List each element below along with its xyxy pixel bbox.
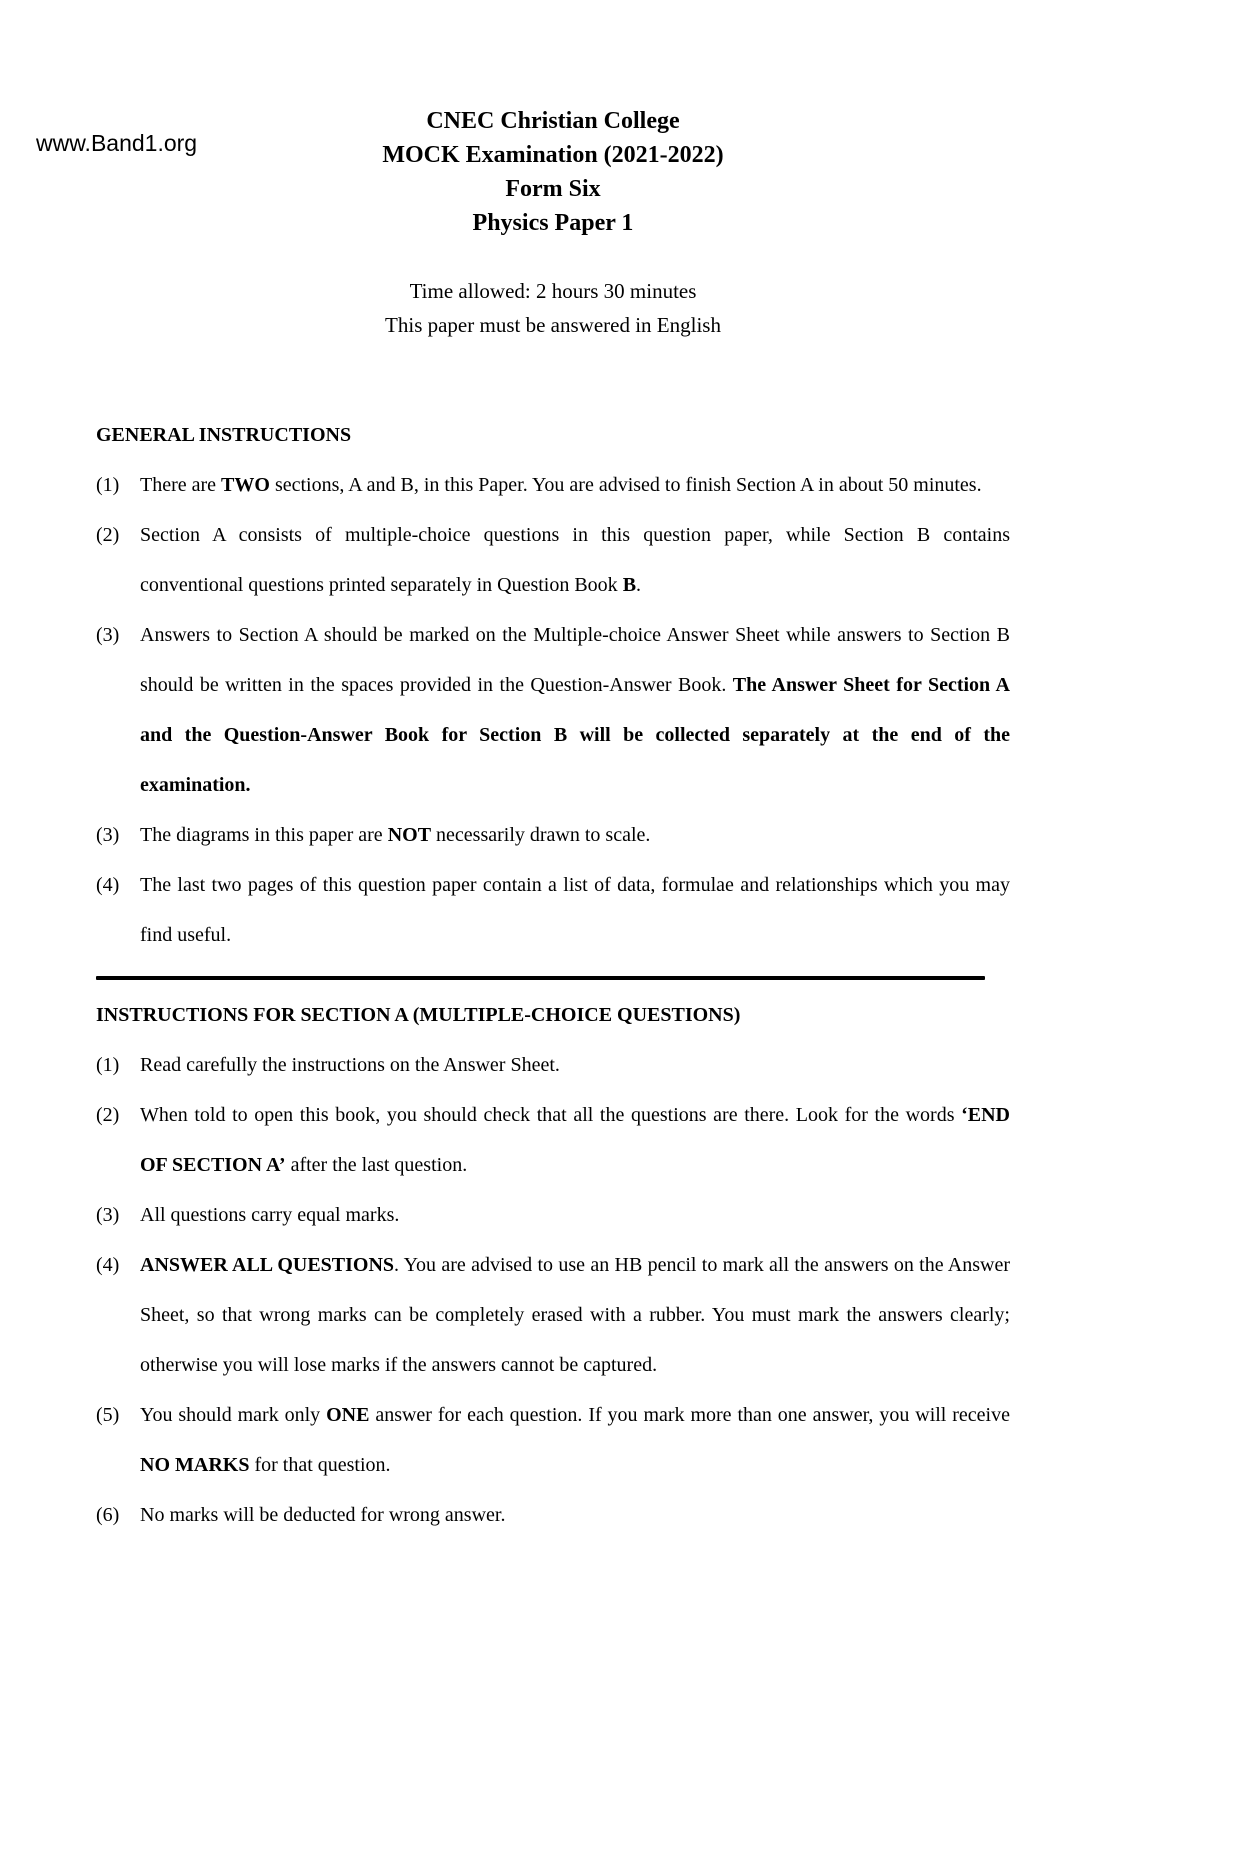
- subtitle-language: This paper must be answered in English: [385, 313, 721, 337]
- instruction-number: (1): [96, 1054, 120, 1076]
- instruction-text: There are TWO sections, A and B, in this Paper. You are advised to finish Section A in about 50 minutes.: [140, 474, 982, 496]
- instruction-item: [96, 1390, 1010, 1490]
- section-heading: INSTRUCTIONS FOR SECTION A (MULTIPLE-CHOICE QUESTIONS): [96, 1004, 741, 1026]
- section-divider: [96, 976, 985, 980]
- instruction-item: [96, 1240, 1010, 1390]
- instructions-area: [96, 412, 1010, 1540]
- instruction-number: (2): [96, 1104, 120, 1126]
- watermark-url: www.Band1.org: [36, 130, 198, 156]
- instruction-item: [96, 610, 1010, 810]
- exam-cover-page: [0, 104, 1010, 1540]
- instruction-item: [96, 860, 1010, 960]
- instruction-text: No marks will be deducted for wrong answer.: [140, 1504, 506, 1526]
- section-heading: GENERAL INSTRUCTIONS: [96, 424, 352, 446]
- instruction-text: When told to open this book, you should check that all the questions are there. Look for the words ‘END OF SECTION A’ after the last question.: [140, 1104, 1010, 1176]
- instruction-item: [96, 510, 1010, 610]
- instruction-text: The last two pages of this question paper contain a list of data, formulae and relationships which you may find useful.: [140, 874, 1010, 946]
- instruction-number: (5): [96, 1404, 120, 1426]
- instruction-number: (6): [96, 1504, 120, 1526]
- exam-subtitle-block: [96, 274, 1010, 342]
- instruction-text: Section A consists of multiple-choice questions in this question paper, while Section B contains conventional questions printed separately in Question Book B.: [140, 524, 1010, 596]
- instruction-item: [96, 1040, 1010, 1090]
- instruction-text: You should mark only ONE answer for each question. If you mark more than one answer, you will receive NO MARKS for that question.: [140, 1404, 1010, 1476]
- title-line-paper: Physics Paper 1: [472, 210, 634, 236]
- instruction-number: (4): [96, 874, 120, 896]
- exam-title-block: [96, 104, 1010, 240]
- instruction-number: (3): [96, 624, 120, 646]
- instruction-number: (3): [96, 824, 120, 846]
- subtitle-time-allowed: Time allowed: 2 hours 30 minutes: [409, 279, 697, 303]
- title-line-school: CNEC Christian College: [426, 108, 680, 134]
- instruction-text: All questions carry equal marks.: [140, 1204, 400, 1226]
- instruction-text: ANSWER ALL QUESTIONS. You are advised to use an HB pencil to mark all the answers on the Answer Sheet, so that wrong marks can be completely erased with a rubber. You must mark the answers clearly; otherwise you will lose marks if the answers cannot be captured.: [140, 1254, 1010, 1376]
- instruction-text: The diagrams in this paper are NOT necessarily drawn to scale.: [140, 824, 651, 846]
- instruction-number: (2): [96, 524, 120, 546]
- instruction-number: (1): [96, 474, 120, 496]
- instruction-item: [96, 1490, 1010, 1540]
- instruction-text: Read carefully the instructions on the Answer Sheet.: [140, 1054, 560, 1076]
- title-line-form: Form Six: [505, 176, 601, 202]
- instruction-item: [96, 1190, 1010, 1240]
- instruction-item: [96, 460, 1010, 510]
- instruction-number: (3): [96, 1204, 120, 1226]
- instruction-number: (4): [96, 1254, 120, 1276]
- instruction-item: [96, 810, 1010, 860]
- title-line-exam: MOCK Examination (2021-2022): [382, 142, 724, 168]
- instruction-text: Answers to Section A should be marked on the Multiple-choice Answer Sheet while answers to Section B should be written in the spaces provided in the Question-Answer Book. The Answer Sheet for Section A and the Question-Answer Book for Section B will be collected separately at the end of the examination.: [140, 624, 1010, 796]
- instruction-item: [96, 1090, 1010, 1190]
